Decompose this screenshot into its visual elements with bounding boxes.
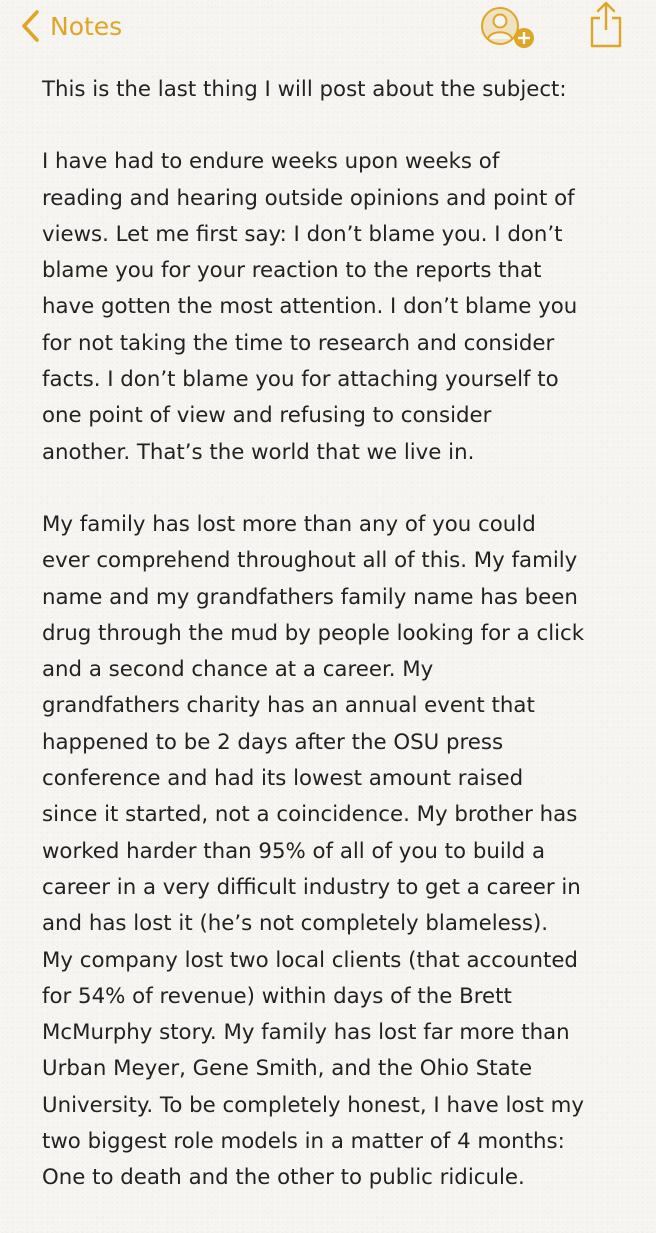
navigation-bar bbox=[0, 0, 656, 58]
back-button[interactable] bbox=[20, 6, 122, 46]
share-button[interactable] bbox=[588, 0, 624, 48]
add-people-button[interactable] bbox=[480, 6, 538, 50]
share-icon bbox=[588, 0, 624, 48]
add-people-icon bbox=[480, 6, 538, 50]
note-paragraph: I have had to endure weeks upon weeks of reading and hearing outside opinions and point of views. Let me first say: I don’t blame you. I don’t blame you for your reaction to the reports that have gotten the most attention. I don’t blame you for not taking the time to research and consider facts. I don’t blame you for attaching yourself to one point of view and refusing to consider another. That’s the world that we live in. bbox=[42, 149, 578, 465]
note-paragraph: This is the last thing I will post about the subject: bbox=[42, 77, 567, 102]
chevron-left-icon bbox=[20, 9, 40, 43]
note-body[interactable] bbox=[42, 72, 648, 1233]
note-paragraph: My family has lost more than any of you could ever comprehend throughout all of this. My family name and my grandfathers family name has been drug through the mud by people looking for a click and a second chance at a career. My grandfathers charity has an annual event that happened to be 2 days after the OSU press conference and had its lowest amount raised since it started, not a coincidence. My brother has worked harder than 95% of all of you to build a career in a very difficult industry to get a career in and has lost it (he’s not completely blameless). My company lost two local clients (that accounted for 54% of revenue) within days of the Brett McMurphy story. My family has lost far more than Urban Meyer, Gene Smith, and the Ohio State University. To be completely honest, I have lost my two biggest role models in a matter of 4 months: One to death and the other to public ridicule. bbox=[42, 511, 585, 1191]
back-button-label: Notes bbox=[50, 11, 123, 41]
